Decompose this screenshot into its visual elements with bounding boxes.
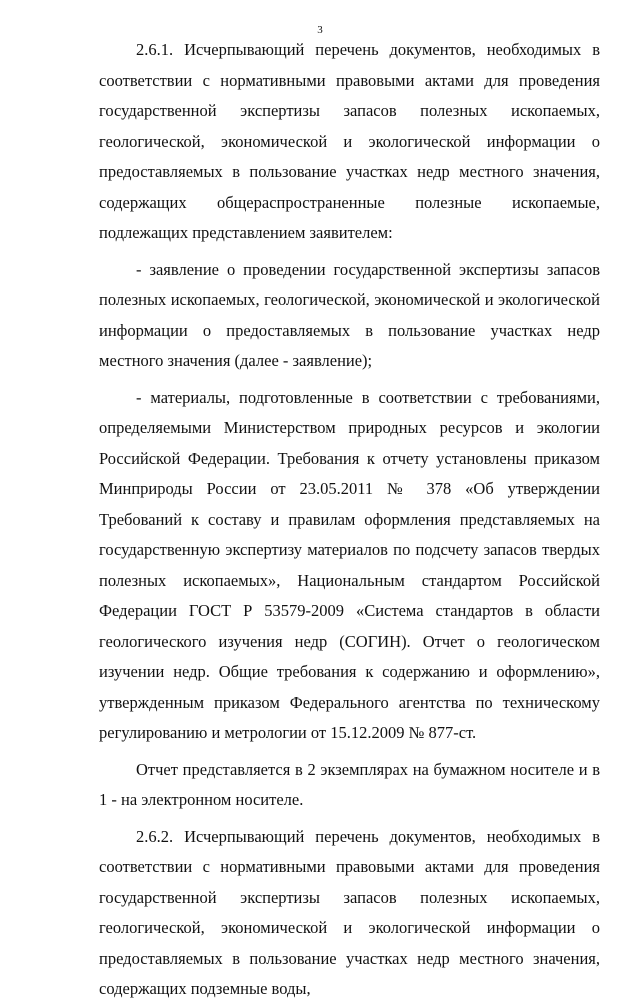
list-item-materials: - материалы, подготовленные в соответствии с требованиями, определяемыми Министерством природных ресурсов и экологии Российской Федерации. Требования к отчету установлены приказом Минприроды России от 23.05.2011 № 378 «Об утверждении Требований к составу и правилам оформления представляемых на государственную экспертизу материалов по подсчету запасов твердых полезных ископаемых», Национальным стандартом Российской Федерации ГОСТ Р 53579-2009 «Система стандартов в области геологического изучения недр (СОГИН). Отчет о геологическом изучении недр. Общие требования к содержанию и оформлению», утвержденным приказом Федерального агентства по техническому регулированию и метрологии от 15.12.2009 № 877-ст. (99, 387, 600, 742)
page-number: 3 (317, 24, 323, 36)
paragraph-2-6-1: 2.6.1. Исчерпывающий перечень документов, необходимых в соответствии с нормативными правовыми актами для проведения государственной экспертизы запасов полезных ископаемых, геологической, экономической и экологической информации о предоставляемых в пользование участках недр местного значения, содержащих общераспространенные полезные ископаемые, подлежащих представлением заявителем: (99, 40, 600, 242)
document-body (99, 35, 600, 1005)
paragraph-2-6-2: 2.6.2. Исчерпывающий перечень документов, необходимых в соответствии с нормативными правовыми актами для проведения государственной экспертизы запасов полезных ископаемых, геологической, экономической и экологической информации о предоставляемых в пользование участках недр местного значения, содержащих подземные воды, (99, 826, 600, 998)
list-item-application: - заявление о проведении государственной экспертизы запасов полезных ископаемых, геологической, экономической и экологической информации о предоставляемых в пользование участках недр местного значения (далее - заявление); (99, 259, 600, 370)
paragraph-report-copies: Отчет представляется в 2 экземплярах на бумажном носителе и в 1 - на электронном носителе. (99, 759, 600, 809)
